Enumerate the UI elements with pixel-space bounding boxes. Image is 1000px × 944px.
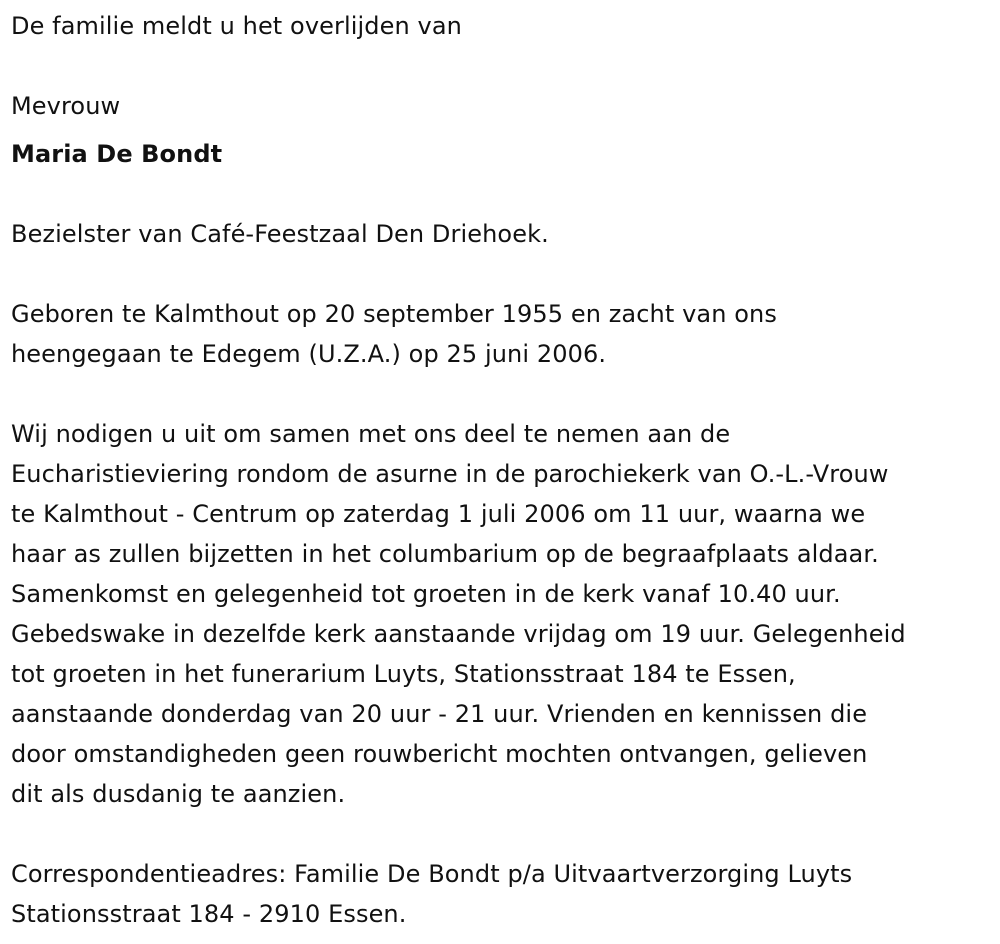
paragraph-line: Samenkomst en gelegenheid tot groeten in de kerk vanaf 10.40 uur. (11, 580, 841, 608)
paragraph-line: Wij nodigen u uit om samen met ons deel te nemen aan de (11, 420, 731, 448)
paragraph-line: te Kalmthout - Centrum op zaterdag 1 juli 2006 om 11 uur, waarna we (11, 500, 866, 528)
paragraph-line: Stationsstraat 184 - 2910 Essen. (11, 900, 407, 928)
paragraph-line: dit als dusdanig te aanzien. (11, 780, 346, 808)
paragraph-line: Gebedswake in dezelfde kerk aanstaande vrijdag om 19 uur. Gelegenheid (11, 620, 906, 648)
role-text: Bezielster van Café-Feestzaal Den Driehoek. (11, 220, 549, 248)
paragraph-line: Correspondentieadres: Familie De Bondt p/a Uitvaartverzorging Luyts (11, 860, 853, 888)
paragraph-line: tot groeten in het funerarium Luyts, Stationsstraat 184 te Essen, (11, 660, 796, 688)
address-paragraph (11, 854, 991, 934)
paragraph-line: aanstaande donderdag van 20 uur - 21 uur. Vrienden en kennissen die (11, 700, 868, 728)
paragraph-line: haar as zullen bijzetten in het columbarium op de begraafplaats aldaar. (11, 540, 879, 568)
spacer (11, 46, 991, 86)
paragraph-line: heengegaan te Edegem (U.Z.A.) op 25 juni 2006. (11, 340, 607, 368)
salutation: Mevrouw (11, 92, 121, 120)
spacer (11, 254, 991, 294)
spacer (11, 374, 991, 414)
deceased-name: Maria De Bondt (11, 140, 223, 168)
invitation-paragraph (11, 414, 991, 814)
death-notice (11, 6, 991, 934)
spacer (11, 174, 991, 214)
paragraph-line: Geboren te Kalmthout op 20 september 1955 en zacht van ons (11, 300, 777, 328)
paragraph-line: Eucharistieviering rondom de asurne in de parochiekerk van O.-L.-Vrouw (11, 460, 889, 488)
spacer (11, 814, 991, 854)
birth-paragraph (11, 294, 991, 374)
intro-text: De familie meldt u het overlijden van (11, 12, 462, 40)
paragraph-line: door omstandigheden geen rouwbericht mochten ontvangen, gelieven (11, 740, 868, 768)
